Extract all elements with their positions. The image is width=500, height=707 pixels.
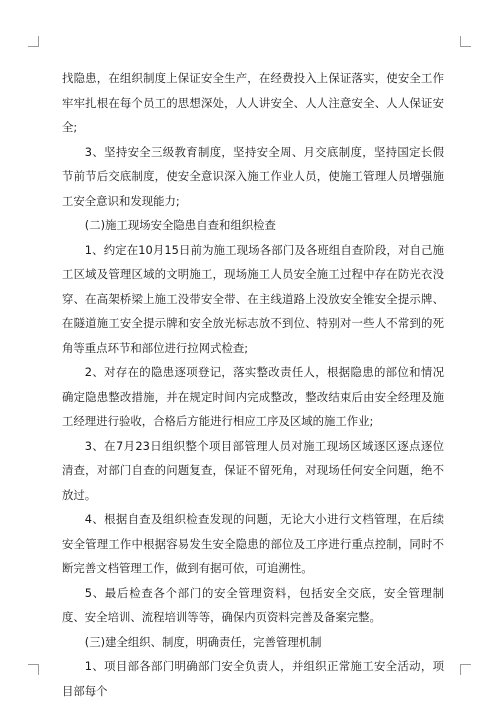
paragraph: 1、约定在10月15日前为施工现场各部门及各班组自查阶段，对自己施工区域及管理区域的文明施工，现场施工人员安全施工过程中存在防光衣没穿、在高架桥梁上施工没带安全带、在主线道路上没放安全锥安全提示牌、在隧道施工安全提示牌和安全放光标志放不到位、特别对一些人不常到的死角等重点环节和部位进行拉网式检查; xyxy=(62,242,444,355)
page-corner-mark-bottom-right xyxy=(460,664,471,675)
paragraph: 1、项目部各部门明确部门安全负责人，并组织正常施工安全活动，项目部每个 xyxy=(62,659,444,698)
paragraph: 4、根据自查及组织检查发现的问题，无论大小进行文档管理，在后续安全管理工作中根据容易发生安全隐患的部位及工序进行重点控制，同时不断完善文档管理工作，做到有据可依，可追溯性。 xyxy=(62,512,444,575)
document-body xyxy=(62,66,444,703)
paragraph: 找隐患，在组织制度上保证安全生产，在经费投入上保证落实，使安全工作牢牢扎根在每个员工的思想深处，人人讲安全、人人注意安全、人人保证安全; xyxy=(62,71,444,134)
section-heading: (二)施工现场安全隐患自查和组织检查 xyxy=(84,218,276,232)
paragraph: 3、坚持安全三级教育制度，坚持安全周、月交底制度，坚持国定长假节前节后交底制度，使安全意识深入施工作业人员，使施工管理人员增强施工安全意识和发现能力; xyxy=(62,144,444,208)
page-corner-mark-bottom-left xyxy=(28,664,39,675)
paragraph: 2、对存在的隐患逐项登记，落实整改责任人，根据隐患的部位和情况确定隐患整改措施，并在规定时间内完成整改，整改结束后由安全经理及施工经理进行验收，合格后方能进行相应工序及区域的施工作业; xyxy=(62,365,444,428)
section-heading: (三)建全组织、制度，明确责任，完善管理机制 xyxy=(84,634,322,649)
page-corner-mark-top-left xyxy=(28,36,39,47)
paragraph: 3、在7月23日组织整个项目部管理人员对施工现场区域逐区逐点逐位清查，对部门自查的问题复查，保证不留死角，对现场任何安全问题，绝不放过。 xyxy=(62,438,444,502)
paragraph: 5、最后检查各个部门的安全管理资料，包括安全交底，安全管理制度、安全培训、流程培训等等，确保内页资料完善及备案完整。 xyxy=(62,585,444,624)
page-corner-mark-top-right xyxy=(460,36,471,47)
